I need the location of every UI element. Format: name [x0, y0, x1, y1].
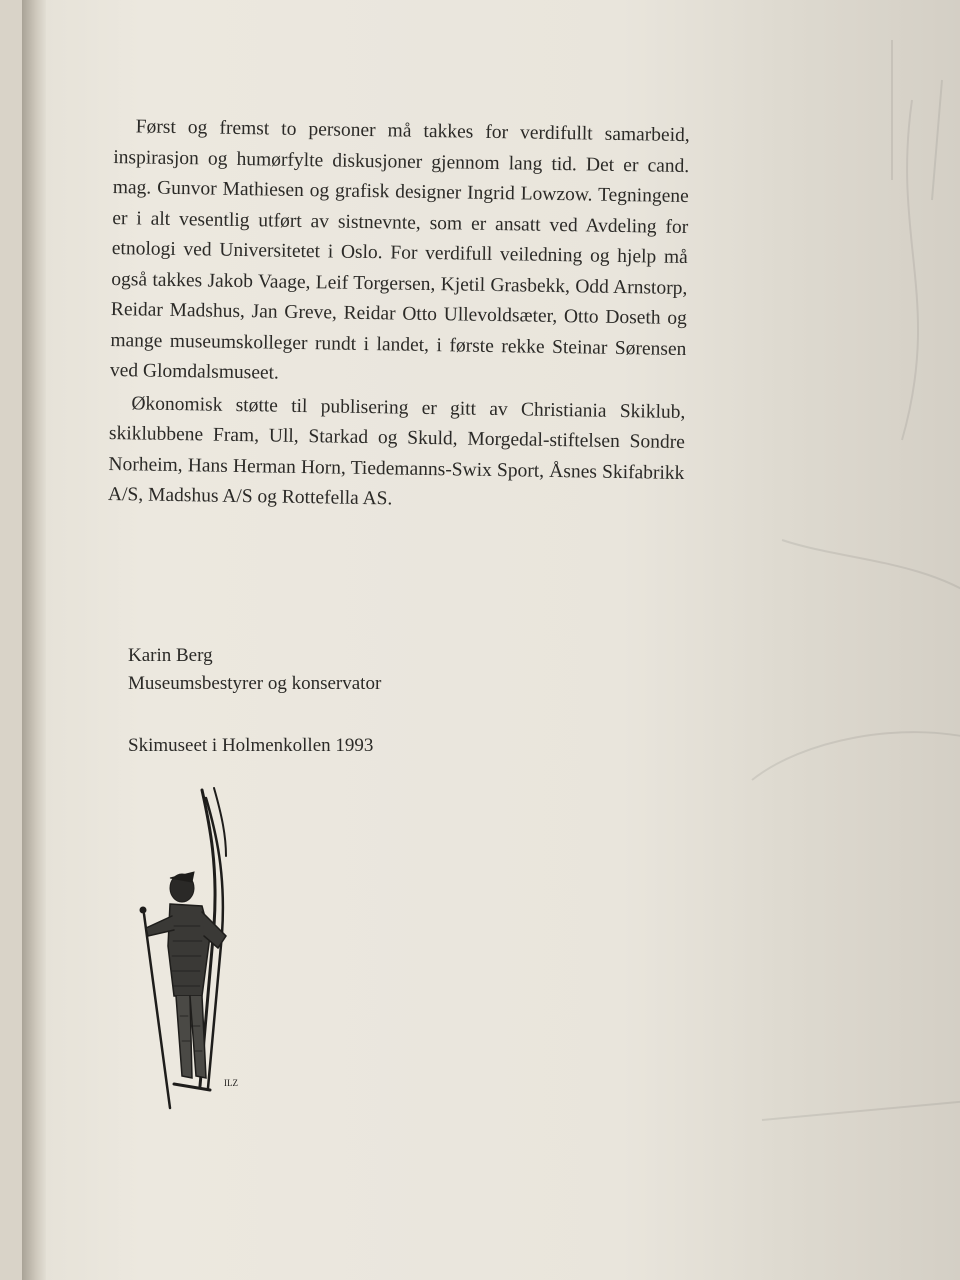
- illustrator-monogram: ILZ: [224, 1078, 238, 1088]
- show-through-drawing: [742, 40, 960, 1280]
- signature-block: [128, 642, 381, 698]
- paragraph-funding: Økonomisk støtte til publisering er gitt av Christiania Skiklub, skiklubbene Fram, Ull, Starkad og Skuld, Morgedal-stiftelsen Sondre Norheim, Hans Herman Horn, Tiedemanns-Swix Sport, Åsnes Skifabrikk A/S, Madshus A/S og Rottefella AS.: [107, 392, 686, 510]
- skier-engraving-icon: [140, 788, 226, 1108]
- author-name: Karin Berg: [128, 645, 213, 666]
- skier-illustration: [130, 786, 250, 1116]
- paragraph-thanks: Først og fremst to personer må takkes for verdifullt samarbeid, inspirasjon og humørfylte diskusjoner gjennom lang tid. Det er cand. mag. Gunvor Mathiesen og grafisk designer Ingrid Lowzow. Tegningene er i alt vesentlig utført av sistnevnte, som er ansatt ved Avdeling for etnologi ved Universitetet i Oslo. For verdifull veiledning og hjelp må også takkes Jakob Vaage, Leif Torgersen, Kjetil Grasbekk, Odd Arnstorp, Reidar Madshus, Jan Greve, Reidar Otto Ullevoldsæter, Otto Doseth og mange museumskolleger rundt i landet, i første rekke Steinar Sørensen ved Glomdalsmuseet.: [109, 116, 690, 384]
- acknowledgement-text: [108, 112, 690, 521]
- book-spine: [22, 0, 46, 1280]
- author-title: Museumsbestyrer og konservator: [128, 673, 382, 694]
- book-page: [22, 0, 960, 1280]
- place-and-year: [128, 732, 373, 760]
- place-year-text: Skimuseet i Holmenkollen 1993: [128, 735, 374, 756]
